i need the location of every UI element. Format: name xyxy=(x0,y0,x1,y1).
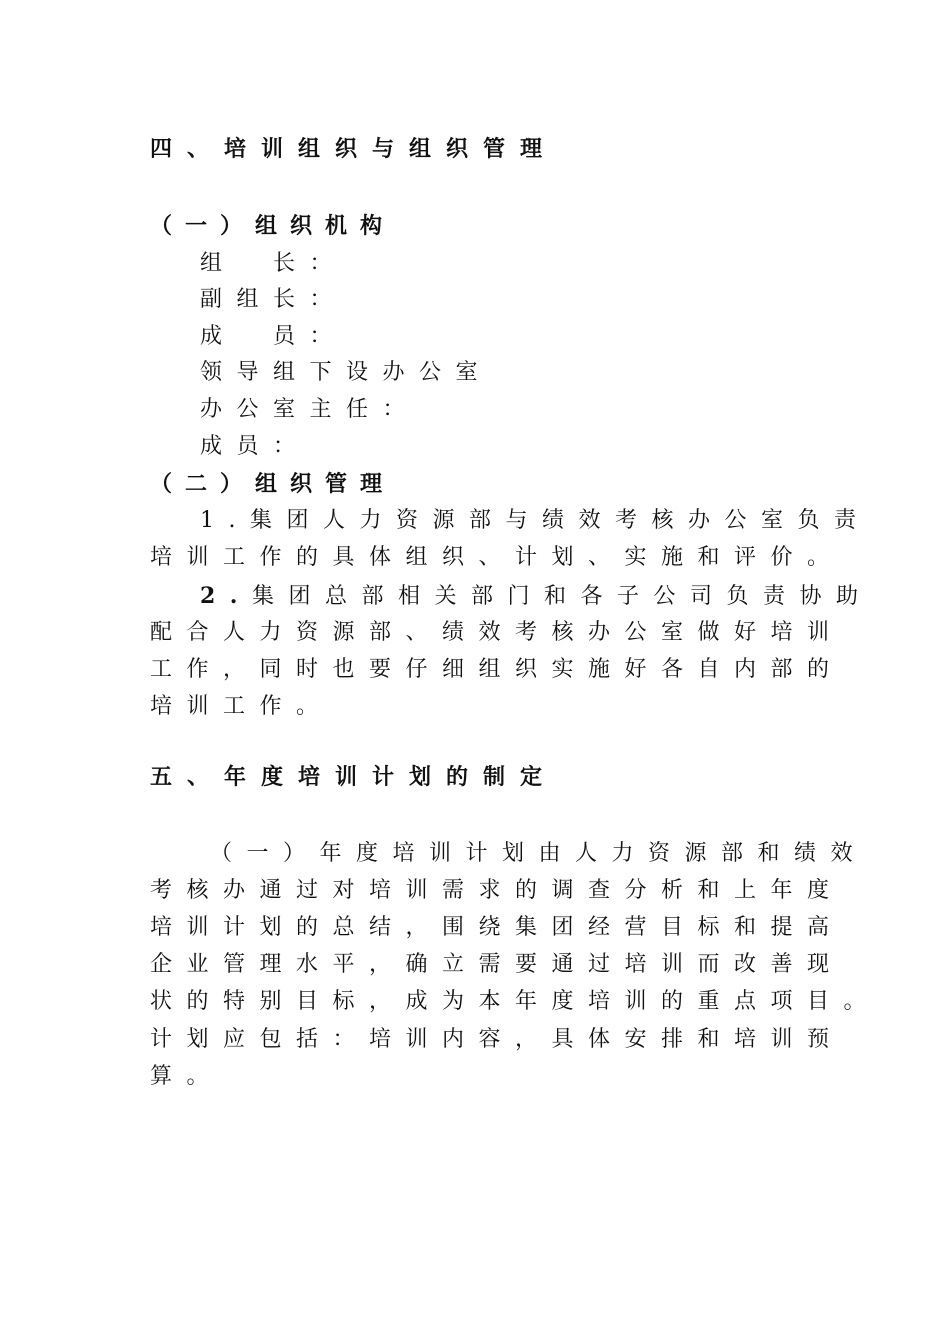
para2-line-4: 培训工作。 xyxy=(150,694,333,719)
section5-para-line-2: 考核办通过对培训需求的调查分析和上年度 xyxy=(150,878,844,903)
section5-para-line-3: 培训计划的总结，围绕集团经营目标和提高 xyxy=(150,915,844,940)
para2-line-1 xyxy=(200,585,872,608)
section-4-title: 四、培训组织与组织管理 xyxy=(150,136,558,162)
section-5-title: 五、年度培训计划的制定 xyxy=(150,764,558,790)
para2-line-3: 工作，同时也要仔细组织实施好各自内部的 xyxy=(150,657,844,682)
section5-para-line-6: 计划应包括：培训内容，具体安排和培训预 xyxy=(150,1027,844,1052)
org-item-deputy-leader: 副组长： xyxy=(200,287,347,312)
section5-para-line-7: 算。 xyxy=(150,1064,224,1089)
org-item-office: 领导组下设办公室 xyxy=(200,360,493,385)
para2-line-2: 配合人力资源部、绩效考核办公室做好培训 xyxy=(150,620,844,645)
section5-para-line-4: 企业管理水平，确立需要通过培训而改善现 xyxy=(150,952,844,977)
section5-para-line-1: （一）年度培训计划由人力资源部和绩效 xyxy=(210,841,868,866)
subsection-1-title: （一）组织机构 xyxy=(150,213,396,239)
subsection-2-title: （二）组织管理 xyxy=(150,471,396,497)
org-item-members: 成 员： xyxy=(200,324,347,349)
para2-number: 2. xyxy=(200,583,252,609)
para1-line-2: 培训工作的具体组织、计划、实施和评价。 xyxy=(150,545,844,570)
para1-line-1: 1.集团人力资源部与绩效考核办公室负责 xyxy=(200,508,871,533)
section5-para-line-5: 状的特别目标，成为本年度培训的重点项目。 xyxy=(150,989,881,1014)
org-item-office-director: 办公室主任： xyxy=(200,397,420,422)
para2-line-1-text: 集团总部相关部门和各子公司负责协助 xyxy=(251,584,873,609)
org-item-leader: 组 长： xyxy=(200,251,347,276)
org-item-office-members: 成员： xyxy=(200,434,310,459)
